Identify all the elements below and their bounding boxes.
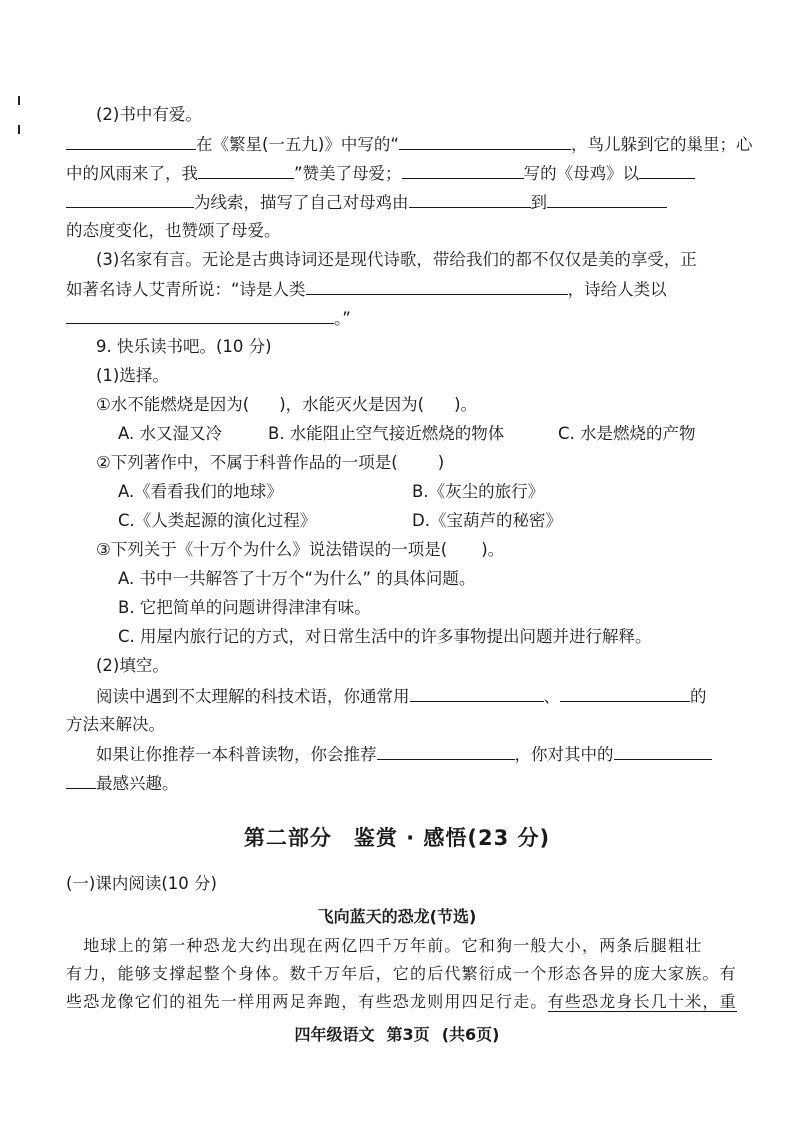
part2-title: 第二部分 鉴赏 · 感悟(23 分) (243, 826, 551, 850)
option-b: B. 它把简单的问题讲得津津有味。 (118, 598, 371, 617)
answer-blank[interactable] (66, 306, 334, 324)
answer-blank[interactable] (66, 771, 96, 789)
q9-sub1: (1)选择。 (96, 366, 169, 385)
option-c: C. 用屋内旅行记的方式，对日常生活中的许多事物提出问题并进行解释。 (118, 627, 652, 646)
q8-2-line2: 中的风雨来了，我 ”赞美了母爱； 写的《母鸡》以 (66, 161, 728, 186)
option-c: C.《人类起源的演化过程》 (118, 511, 317, 530)
answer-blank[interactable] (198, 161, 294, 179)
margin-mark (18, 125, 20, 134)
answer-blank[interactable] (639, 161, 695, 179)
page-footer (0, 1022, 794, 1045)
q8-2-line3: 为线索，描写了自己对母鸡由 到 (66, 190, 728, 215)
answer-blank[interactable] (399, 132, 571, 150)
option-d: D.《宝葫芦的秘密》 (412, 511, 562, 530)
q8-3-line1: (3)名家有言。无论是古典诗词还是现代诗歌，带给我们的都不仅仅是美的享受，正 (96, 250, 697, 269)
answer-blank[interactable] (547, 190, 667, 208)
q9-title: 9. 快乐读书吧。(10 分) (96, 337, 272, 356)
option-b: B.《灰尘的旅行》 (412, 482, 545, 501)
answer-blank[interactable] (560, 684, 690, 702)
option-c: C. 水是燃烧的产物 (558, 424, 696, 443)
answer-blank[interactable] (306, 277, 568, 295)
margin-mark (18, 96, 20, 105)
answer-blank[interactable] (410, 684, 544, 702)
q9-fill2: 如果让你推荐一本科普读物，你会推荐 ，你对其中的 (96, 742, 728, 767)
q9-fill1-cont: 方法来解决。 (66, 715, 165, 734)
option-a: A. 水又湿又冷 (118, 424, 222, 443)
footer-page: 第3页 (386, 1025, 430, 1044)
q9-choice1-options (118, 422, 728, 446)
footer-grade: 四年级语文 (294, 1025, 375, 1044)
q9-fill1: 阅读中遇到不太理解的科技术语，你通常用 、 的 (96, 684, 728, 709)
q9-choice1: ①水不能燃烧是因为( )，水能灭火是因为( )。 (96, 395, 478, 414)
answer-blank[interactable] (614, 742, 712, 760)
underlined-sentence: 有些恐龙身长几十米，重 (547, 992, 737, 1011)
footer-total: (共6页) (441, 1025, 500, 1044)
q9-choice2-options-row1 (118, 480, 728, 504)
q8-3-line2: 如著名诗人艾青所说：“诗是人类 ，诗给人类以 (66, 277, 728, 302)
article-para-line1: 地球上的第一种恐龙大约出现在两亿四千万年前。它和狗一般大小，两条后腿粗壮 (66, 936, 703, 955)
answer-blank[interactable] (402, 161, 524, 179)
answer-blank[interactable] (66, 132, 196, 150)
answer-blank[interactable] (409, 190, 531, 208)
q9-sub2: (2)填空。 (96, 656, 169, 675)
q8-2-line4: 的态度变化，也赞颂了母爱。 (66, 221, 281, 240)
article-title: 飞向蓝天的恐龙(节选) (317, 907, 477, 926)
part2-subsection: (一)课内阅读(10 分) (66, 874, 217, 893)
option-a: A. 书中一共解答了十万个“为什么” 的具体问题。 (118, 569, 476, 588)
article-para-line3: 些恐龙像它们的祖先一样用两足奔跑，有些恐龙则用四足行走。有些恐龙身长几十米，重 (66, 992, 737, 1011)
answer-blank[interactable] (377, 742, 515, 760)
option-a: A.《看看我们的地球》 (118, 482, 283, 501)
q8-2-header: (2)书中有爱。 (96, 105, 202, 124)
article-para-line2: 有力，能够支撑起整个身体。数千万年后，它的后代繁衍成一个形态各异的庞大家族。有 (66, 964, 737, 983)
answer-blank[interactable] (66, 190, 194, 208)
q9-fill2-cont: 最感兴趣。 (66, 771, 728, 796)
q9-choice2-options-row2 (118, 509, 728, 533)
q9-choice2: ②下列著作中，不属于科普作品的一项是( ) (96, 453, 445, 472)
q9-choice3: ③下列关于《十万个为什么》说法错误的一项是( )。 (96, 540, 505, 559)
q8-2-line1: 在《繁星(一五九)》中写的“ ，鸟儿躲到它的巢里；心 (66, 132, 728, 157)
option-b: B. 水能阻止空气接近燃烧的物体 (268, 424, 505, 443)
q8-3-line3: 。” (66, 306, 728, 331)
